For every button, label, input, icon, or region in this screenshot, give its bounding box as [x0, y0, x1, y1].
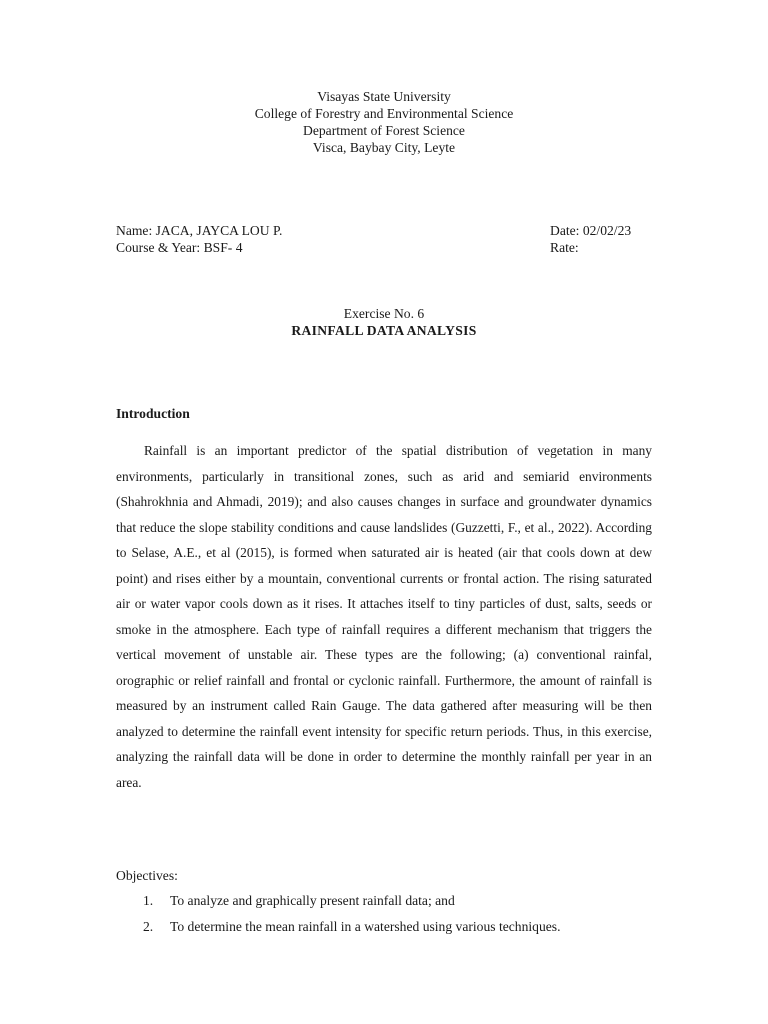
objectives-heading: Objectives: — [116, 868, 178, 883]
objective-item — [116, 893, 455, 909]
address-line: Visca, Baybay City, Leyte — [312, 140, 456, 155]
objective-text: To determine the mean rainfall in a watershed using various techniques. — [170, 919, 561, 934]
objective-item — [116, 919, 561, 935]
student-name: Name: JACA, JAYCA LOU P. — [116, 223, 283, 238]
objective-text: To analyze and graphically present rainfall data; and — [170, 893, 455, 908]
objective-number: 1. — [143, 893, 154, 908]
university-name: Visayas State University — [317, 89, 451, 104]
introduction-heading: Introduction — [116, 406, 190, 421]
submission-date: Date: 02/02/23 — [550, 223, 632, 238]
college-name: College of Forestry and Environmental Science — [254, 106, 514, 121]
course-year: Course & Year: BSF- 4 — [116, 240, 243, 255]
exercise-title: RAINFALL DATA ANALYSIS — [291, 323, 477, 338]
document-header — [0, 88, 768, 156]
department-name: Department of Forest Science — [303, 123, 465, 138]
objective-number: 2. — [143, 919, 154, 934]
introduction-paragraph: Rainfall is an important predictor of the spatial distribution of vegetation in many environments, particularly in transitional zones, such as arid and semiarid environments (Shahrokhnia and Ahmadi, 2019); and also causes changes in surface and groundwater dynamics that reduce the slope stability conditions and cause landslides (Guzzetti, F., et al., 2022). According to Selase, A.E., et al (2015), is formed when saturated air is heated (air that cools down at dew point) and rises either by a mountain, conventional currents or frontal action. The rising saturated air or water vapor cools down as it rises. It attaches itself to tiny particles of dust, salts, seeds or smoke in the atmosphere. Each type of rainfall requires a different mechanism that triggers the vertical movement of unstable air. These types are the following; (a) conventional rainfal, orographic or relief rainfall and frontal or cyclonic rainfall. Furthermore, the amount of rainfall is measured by an instrument called Rain Gauge. The data gathered after measuring will be then analyzed to determine the rainfall event intensity for specific return periods. Thus, in this exercise, analyzing the rainfall data will be done in order to determine the monthly rainfall per year in an area. — [116, 443, 652, 790]
rate-field: Rate: — [550, 240, 579, 255]
exercise-number: Exercise No. 6 — [343, 306, 425, 321]
